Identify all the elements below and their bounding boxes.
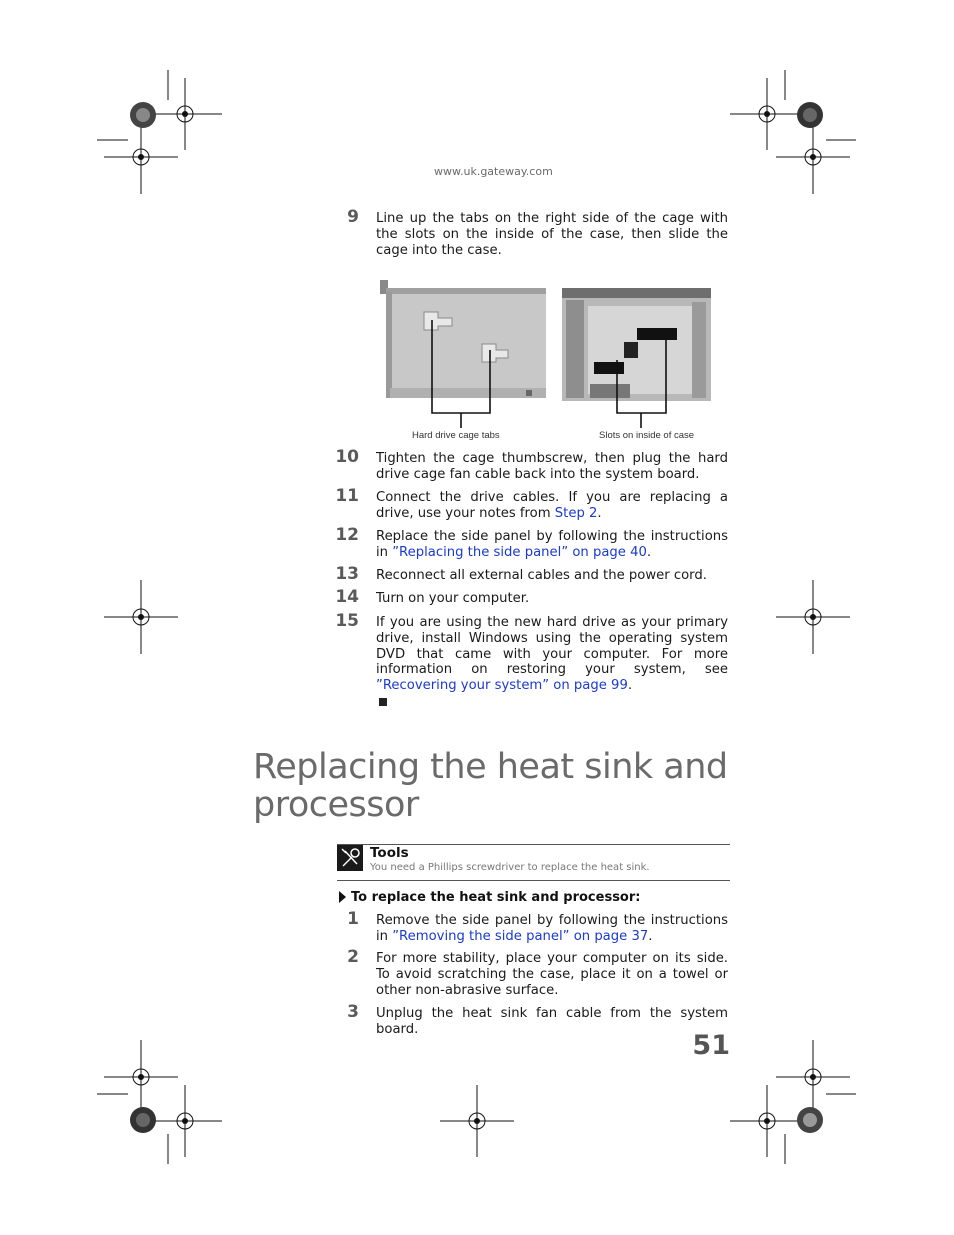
step-text [376,615,728,694]
step-number: 10 [335,447,359,467]
step-text-part: Connect the drive cables. If you are replacing a drive, use your notes from [376,490,728,521]
step-text-part: If you are using the new hard drive as your primary drive, install Windows using the operating system DVD that came with your computer. For more information on restoring your system, see [376,615,728,678]
step-text [376,529,728,561]
tools-box [337,844,730,881]
step-number: 3 [347,1002,359,1022]
website-url: www.uk.gateway.com [434,165,553,178]
step-text: Reconnect all external cables and the power cord. [376,568,707,583]
step-number: 12 [335,525,359,545]
step-number: 9 [347,207,359,227]
step-text: Unplug the heat sink fan cable from the system board. [376,1006,728,1037]
figure-callout-lines [420,320,680,430]
removing-side-panel-link[interactable]: ”Removing the side panel” on page 37 [392,928,649,944]
step-number: 11 [335,486,359,506]
replacing-side-panel-link[interactable]: ”Replacing the side panel” on page 40 [392,544,647,560]
step-number: 1 [347,909,359,929]
figure-caption-left: Hard drive cage tabs [412,430,500,441]
recovering-system-link[interactable]: ”Recovering your system” on page 99 [376,678,628,694]
step-text: Turn on your computer. [376,591,530,606]
end-of-procedure-mark [379,698,387,706]
step-text: Line up the tabs on the right side of the cage with the slots on the inside of the case, then slide the cage into the case. [376,211,728,258]
step-2-link[interactable]: Step 2 [554,505,598,521]
step-text [376,490,728,522]
step-number: 13 [335,564,359,584]
step-text-part: . [648,928,653,944]
step-number: 14 [335,587,359,607]
page-number: 51 [692,1030,730,1061]
step-text-part: Replace the side panel by following the instructions in [376,529,728,560]
tools-description: You need a Phillips screwdriver to replace the heat sink. [370,862,650,873]
step-text-part: . [646,544,652,560]
step-text [376,913,728,945]
step-text: Tighten the cage thumbscrew, then plug the hard drive cage fan cable back into the system board. [376,451,728,482]
procedure-title: To replace the heat sink and processor: [351,890,641,905]
step-text-part: . [627,678,633,694]
figure-caption-right: Slots on inside of case [599,430,695,441]
wrench-screwdriver-icon [337,845,363,871]
step-text: For more stability, place your computer on its side. To avoid scratching the case, place it on a towel or other non-abrasive surface. [376,951,728,998]
triangle-bullet-icon [338,891,347,903]
section-heading: Replacing the heat sink and processor [253,747,728,825]
step-text-part: Remove the side panel by following the instructions in [376,913,728,944]
step-number: 2 [347,947,359,967]
tools-title: Tools [370,845,409,861]
step-number: 15 [335,611,359,631]
step-text-part: . [597,505,602,521]
